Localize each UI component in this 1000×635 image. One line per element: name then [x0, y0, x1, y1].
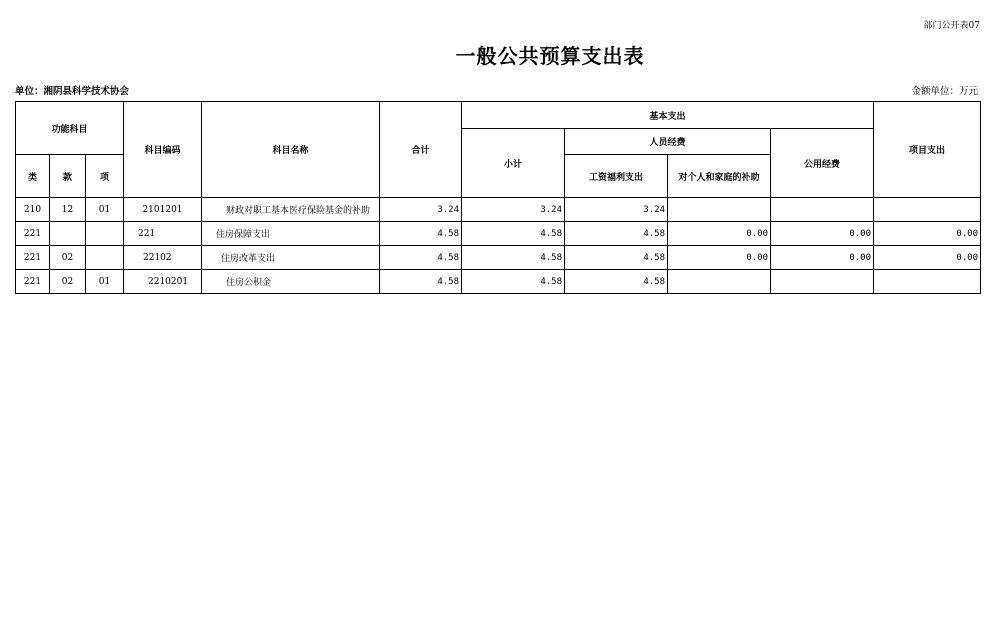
cell-subject-code: 2101201 — [124, 198, 202, 222]
cell-public-expense: 0.00 — [771, 222, 874, 246]
cell-category: 221 — [16, 246, 50, 270]
cell-total: 4.58 — [380, 222, 462, 246]
cell-subject-code: 22102 — [124, 246, 202, 270]
cell-subtotal: 3.24 — [462, 198, 565, 222]
cell-total: 3.24 — [380, 198, 462, 222]
cell-project-expense — [874, 198, 981, 222]
header-total: 合计 — [380, 102, 462, 198]
cell-project-expense: 0.00 — [874, 246, 981, 270]
header-subtotal: 小计 — [462, 129, 565, 198]
cell-wage-welfare: 3.24 — [565, 198, 668, 222]
unit-label: 单位：湘阴县科学技术协会 — [15, 86, 130, 97]
header-project-expense: 项目支出 — [874, 102, 981, 198]
form-code: 部门公开表07 — [923, 21, 980, 31]
header-section: 款 — [50, 155, 86, 198]
budget-table — [15, 101, 981, 294]
table-row — [16, 270, 981, 294]
cell-family-subsidy — [668, 270, 771, 294]
header-category: 类 — [16, 155, 50, 198]
cell-subject-code: 2210201 — [124, 270, 202, 294]
header-wage-welfare: 工资福利支出 — [565, 155, 668, 198]
header-function-subject: 功能科目 — [16, 102, 124, 155]
cell-wage-welfare: 4.58 — [565, 270, 668, 294]
cell-subtotal: 4.58 — [462, 246, 565, 270]
cell-family-subsidy — [668, 198, 771, 222]
cell-section: 02 — [50, 246, 86, 270]
cell-subject-name: 财政对职工基本医疗保险基金的补助 — [202, 198, 380, 222]
cell-subtotal: 4.58 — [462, 222, 565, 246]
page-title: 一般公共预算支出表 — [455, 44, 645, 68]
cell-wage-welfare: 4.58 — [565, 246, 668, 270]
table-row — [16, 246, 981, 270]
header-public-expense: 公用经费 — [771, 129, 874, 198]
table-row — [16, 222, 981, 246]
cell-family-subsidy: 0.00 — [668, 246, 771, 270]
header-subject-code: 科目编码 — [124, 102, 202, 198]
cell-public-expense: 0.00 — [771, 246, 874, 270]
cell-public-expense — [771, 270, 874, 294]
cell-family-subsidy: 0.00 — [668, 222, 771, 246]
cell-wage-welfare: 4.58 — [565, 222, 668, 246]
header-subject-name: 科目名称 — [202, 102, 380, 198]
cell-subject-name: 住房改革支出 — [202, 246, 380, 270]
cell-item — [86, 222, 124, 246]
cell-category: 210 — [16, 198, 50, 222]
cell-section: 12 — [50, 198, 86, 222]
cell-subject-name: 住房保障支出 — [202, 222, 380, 246]
cell-total: 4.58 — [380, 270, 462, 294]
header-basic-expense: 基本支出 — [462, 102, 874, 129]
cell-item: 01 — [86, 198, 124, 222]
cell-project-expense: 0.00 — [874, 222, 981, 246]
cell-category: 221 — [16, 222, 50, 246]
cell-total: 4.58 — [380, 246, 462, 270]
cell-project-expense — [874, 270, 981, 294]
header-family-subsidy: 对个人和家庭的补助 — [668, 155, 771, 198]
cell-item — [86, 246, 124, 270]
amount-unit-label: 金额单位：万元 — [911, 86, 978, 97]
cell-public-expense — [771, 198, 874, 222]
header-personnel-expense: 人员经费 — [565, 129, 771, 155]
cell-subject-name: 住房公积金 — [202, 270, 380, 294]
cell-item: 01 — [86, 270, 124, 294]
cell-section: 02 — [50, 270, 86, 294]
cell-section — [50, 222, 86, 246]
cell-subtotal: 4.58 — [462, 270, 565, 294]
header-item: 项 — [86, 155, 124, 198]
table-row — [16, 198, 981, 222]
cell-subject-code: 221 — [124, 222, 202, 246]
cell-category: 221 — [16, 270, 50, 294]
